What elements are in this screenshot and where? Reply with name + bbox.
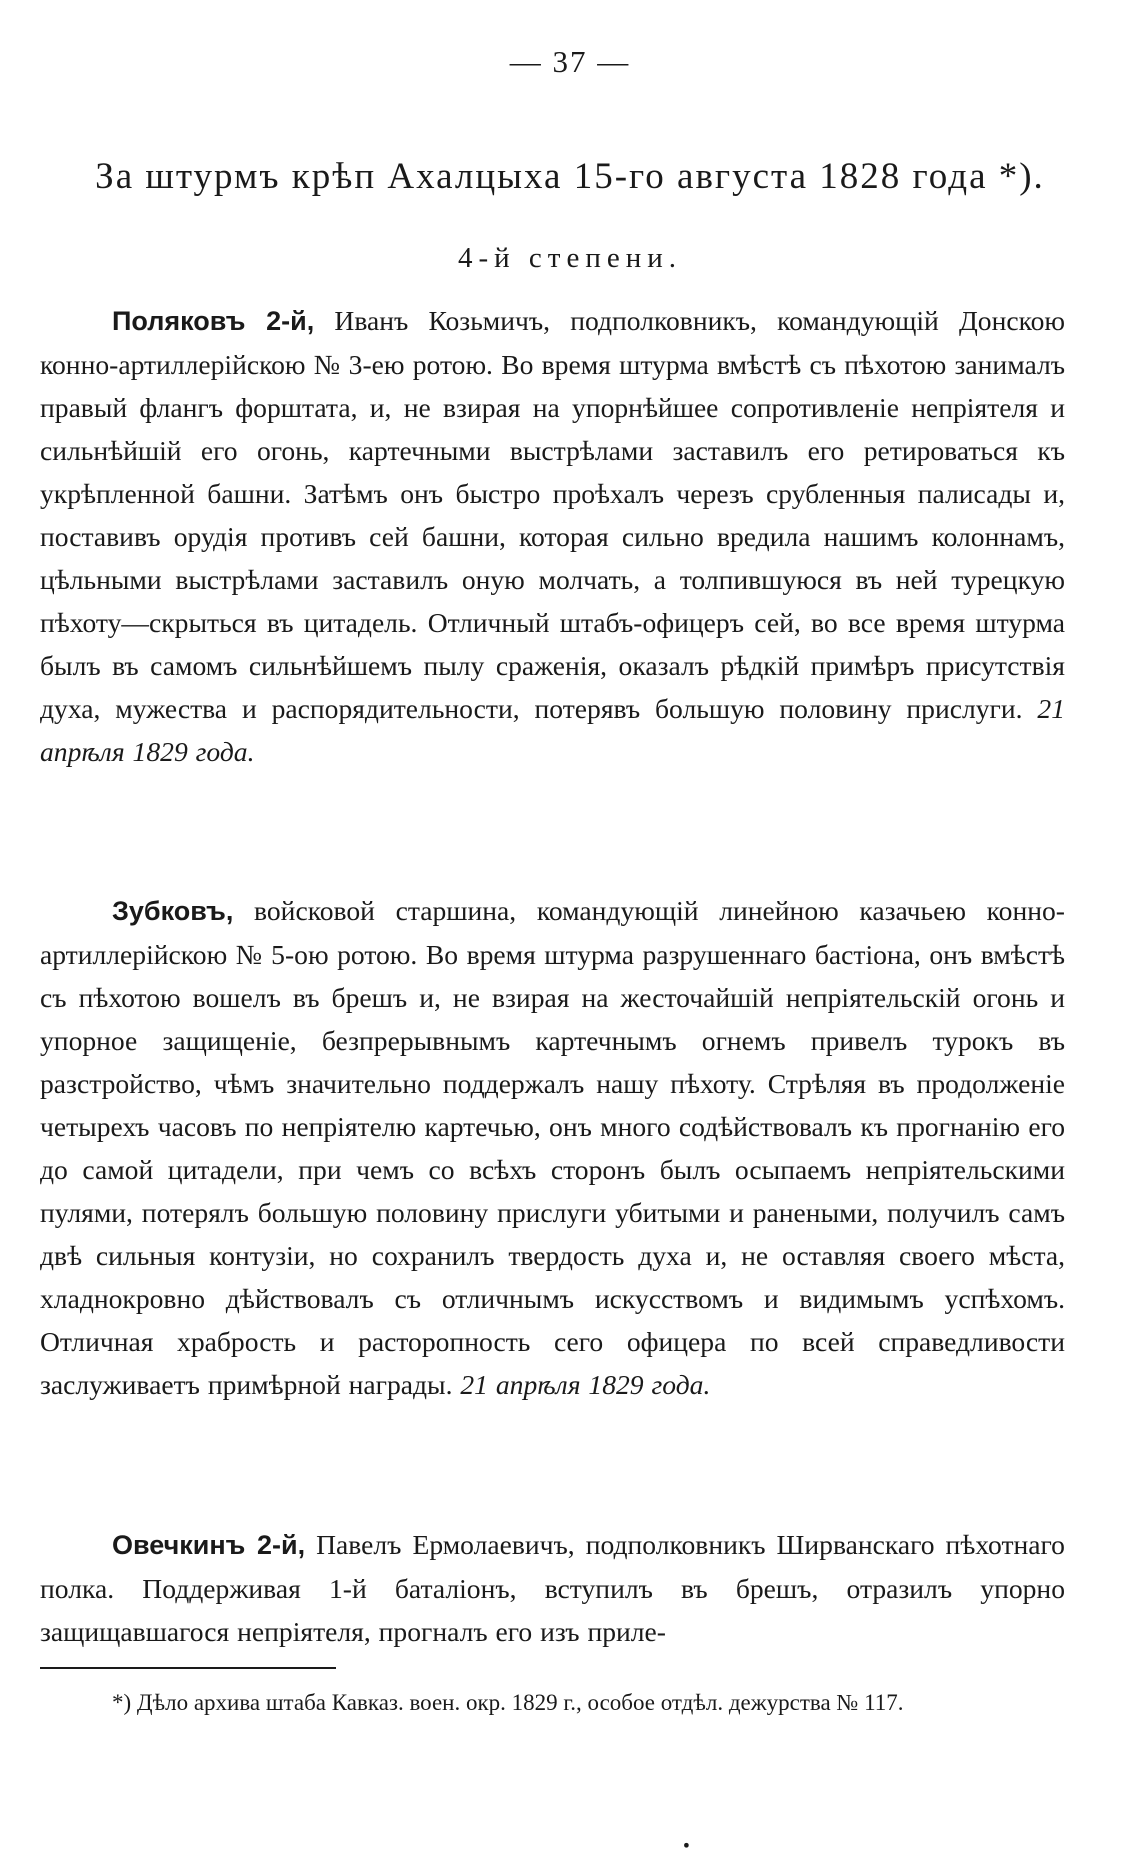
stray-mark: ꞏ (683, 1833, 690, 1858)
award-entry (40, 299, 1065, 773)
entry-name: Овечкинъ 2-й, (112, 1530, 306, 1560)
section-title: За штурмъ крѣп Ахалцыха 15-го августа 1828 года *). (95, 156, 1045, 197)
page-number: — 37 — (509, 44, 631, 79)
footnote: *) Дѣло архива штаба Кавказ. воен. окр. 1829 г., особое отдѣл. дежурства № 117. (112, 1690, 904, 1715)
entry-date: 21 апрѣля 1829 года. (460, 1369, 711, 1400)
entry-name: Зубковъ, (112, 896, 234, 926)
entry-name: Поляковъ 2-й, (112, 306, 315, 336)
footnote-divider (40, 1667, 336, 1669)
entry-text: войсковой старшина, командующій линейною казачьею конно-артиллерійскою № 5-ою ротою. Во время штурма разрушеннаго бастіона, онъ вмѣстѣ съ пѣхотою вошелъ въ брешъ и, не взирая на жесточайшій непріятельскій огонь и упорное защищеніе, безпрерывнымъ картечнымъ огнемъ привелъ турокъ въ разстройство, чѣмъ значительно поддержалъ нашу пѣхоту. Стрѣляя въ продолженіе четырехъ часовъ по непріятелю картечью, онъ много содѣйствовалъ къ прогнанію его до самой цитадели, при чемъ со всѣхъ сторонъ былъ осыпаемъ непріятельскими пулями, потерялъ большую половину прислуги убитыми и ранеными, получилъ самъ двѣ сильныя контузіи, но сохранилъ твердость духа и, не оставляя своего мѣста, хладнокровно дѣйствовалъ съ отличнымъ искусствомъ и видимымъ успѣхомъ. Отличная храбрость и расторопность сего офицера по всей справедливости заслуживаетъ примѣрной награды. (40, 895, 1065, 1400)
entry-date: 21 апрѣля 1829 года. (40, 693, 1065, 767)
degree-heading: 4-й степени. (457, 242, 683, 274)
award-entry (40, 1523, 1065, 1653)
entry-text: Иванъ Козьмичъ, подполковникъ, командующій Донскою конно-артиллерійскою № 3-ею ротою. Во время штурма вмѣстѣ съ пѣхотою занималъ правый флангъ форштата, и, не взирая на упорнѣйшее сопротивленіе непріятеля и сильнѣйшій его огонь, картечными выстрѣлами заставилъ его ретироваться къ укрѣпленной башни. Затѣмъ онъ быстро проѣхалъ черезъ срубленныя палисады и, поставивъ орудія противъ сей башни, которая сильно вредила нашимъ колоннамъ, цѣльными выстрѣлами заставилъ оную молчать, а толпившуюся въ ней турецкую пѣхоту—скрыться въ цитадель. Отличный штабъ-офицеръ сей, во все время штурма былъ въ самомъ сильнѣйшемъ пылу сраженія, оказалъ рѣдкій примѣръ присутствія духа, мужества и распорядительности, потерявъ большую половину прислуги. (40, 305, 1065, 724)
entry-text: Павелъ Ермолаевичъ, подполковникъ Ширванскаго пѣхотнаго полка. Поддерживая 1-й баталіонъ, вступилъ въ брешъ, отразилъ упорно защищавшагося непріятеля, прогналъ его изъ приле- (40, 1529, 1065, 1647)
award-entry (40, 889, 1065, 1406)
